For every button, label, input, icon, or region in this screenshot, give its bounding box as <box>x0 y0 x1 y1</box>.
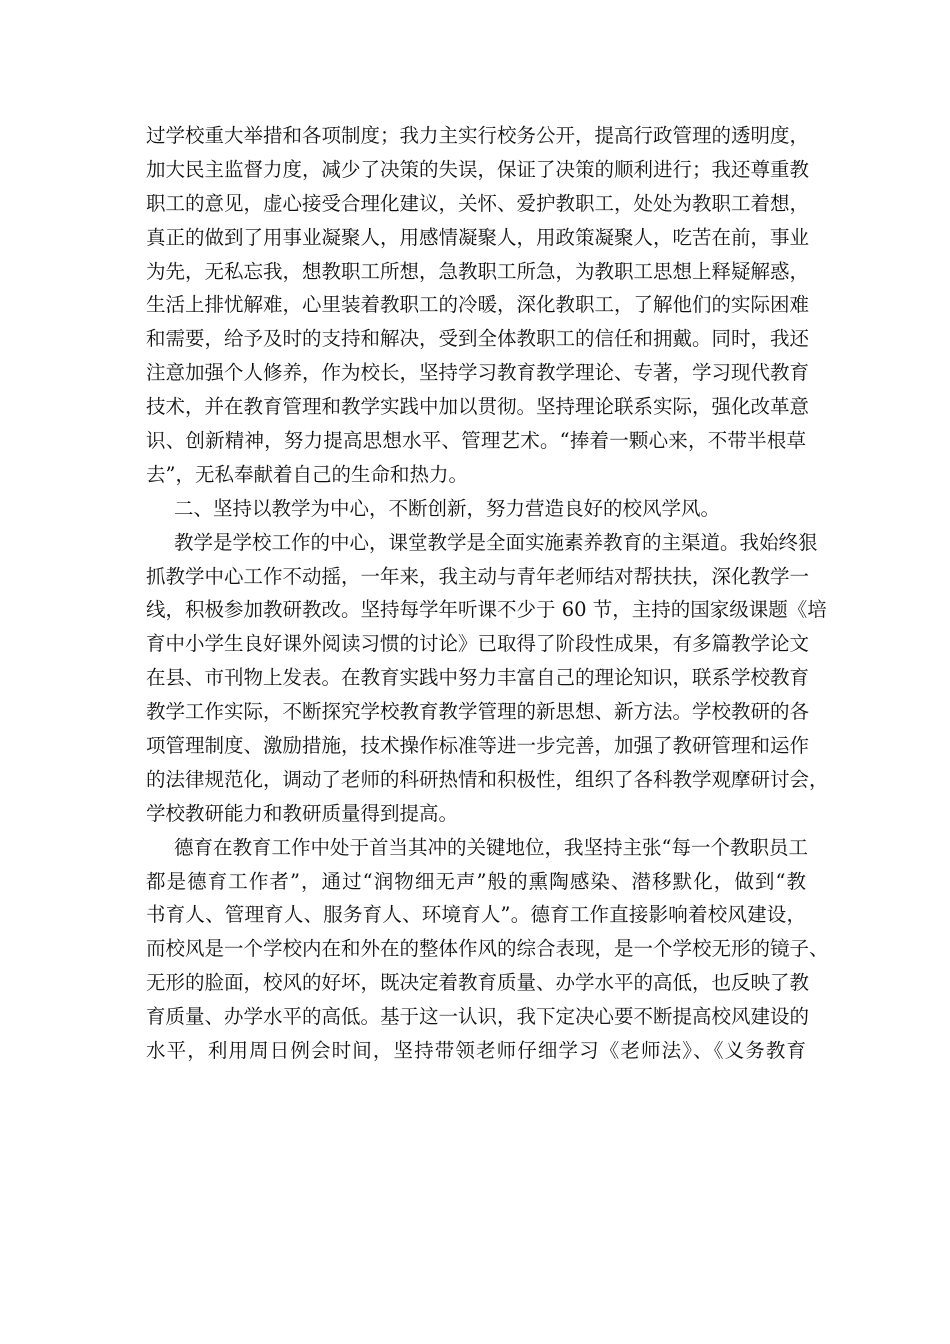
text-line: 为先，无私忘我，想教职工所想，急教职工所急，为教职工思想上释疑解惑， <box>146 259 810 283</box>
text-line: 育质量、办学水平的高低。基于这一认识，我下定决心要不断提高校风建设的 <box>146 1005 810 1029</box>
section-heading <box>146 492 806 526</box>
text-line: 去”，无私奉献着自己的生命和热力。 <box>146 462 468 486</box>
text-line: 技术，并在教育管理和教学实践中加以贯彻。坚持理论联系实际，强化改革意 <box>146 395 810 419</box>
text-line: 在县、市刊物上发表。在教育实践中努力丰富自己的理论知识，联系学校教育 <box>146 666 810 690</box>
text-line: 教学工作实际，不断探究学校教育教学管理的新思想、新方法。学校教研的各 <box>146 700 810 724</box>
text-line: 项管理制度、激励措施，技术操作标准等进一步完善，加强了教研管理和运作 <box>146 734 810 758</box>
text-line: 识、创新精神，努力提高思想水平、管理艺术。“捧着一颗心来，不带半根草 <box>146 429 806 453</box>
text-line: 职工的意见，虚心接受合理化建议，关怀、爱护教职工，处处为教职工着想， <box>146 191 810 215</box>
document-body <box>146 119 829 1068</box>
text-line: 注意加强个人修养，作为校长，坚持学习教育教学理论、专著，学习现代教育 <box>146 361 810 385</box>
text-line: 书育人、管理育人、服务育人、环境育人”。德育工作直接影响着校风建设， <box>146 903 806 927</box>
paragraph <box>146 119 810 492</box>
text-line: 抓教学中心工作不动摇，一年来，我主动与青年老师结对帮扶扶，深化教学一 <box>146 564 810 588</box>
text-line: 过学校重大举措和各项制度；我力主实行校务公开，提高行政管理的透明度， <box>146 124 810 147</box>
text-line: 水平，利用周日例会时间，坚持带领老师仔细学习《老师法》、《义务教育 <box>146 1039 806 1063</box>
text-line: 无形的脸面，校风的好坏，既决定着教育质量、办学水平的高低，也反映了教 <box>146 971 810 995</box>
text-line: 线，积极参加教研教改。坚持每学年听课不少于 60 节，主持的国家级课题《培 <box>146 598 827 622</box>
text-line: 德育在教育工作中处于首当其冲的关键地位，我坚持主张“每一个教职员工 <box>174 835 808 859</box>
text-line: 的法律规范化，调动了老师的科研热情和积极性，组织了各科教学观摩研讨会， <box>146 767 829 791</box>
text-line: 真正的做到了用事业凝聚人，用感情凝聚人，用政策凝聚人，吃苦在前，事业 <box>146 225 810 249</box>
paragraph <box>146 831 829 1068</box>
text-line: 和需要，给予及时的支持和解决，受到全体教职工的信任和拥戴。同时，我还 <box>146 327 810 351</box>
text-line: 都是德育工作者”，通过“润物细无声”般的熏陶感染、潜移默化，做到“教 <box>146 869 806 893</box>
text-line: 育中小学生良好课外阅读习惯的讨论》已取得了阶段性成果，有多篇教学论文 <box>146 632 810 656</box>
paragraph <box>146 526 829 831</box>
text-line: 生活上排忧解难，心里装着教职工的冷暖，深化教职工，了解他们的实际困难 <box>146 293 810 317</box>
text-line: 二、坚持以教学为中心，不断创新，努力营造良好的校风学风。 <box>174 496 721 520</box>
text-line: 加大民主监督力度，减少了决策的失误，保证了决策的顺利进行；我还尊重教 <box>146 157 810 181</box>
text-line: 教学是学校工作的中心，课堂教学是全面实施素养教育的主渠道。我始终狠 <box>174 530 818 554</box>
text-line: 学校教研能力和教研质量得到提高。 <box>146 801 459 825</box>
text-line: 而校风是一个学校内在和外在的整体作风的综合表现，是一个学校无形的镜子、 <box>146 937 829 961</box>
